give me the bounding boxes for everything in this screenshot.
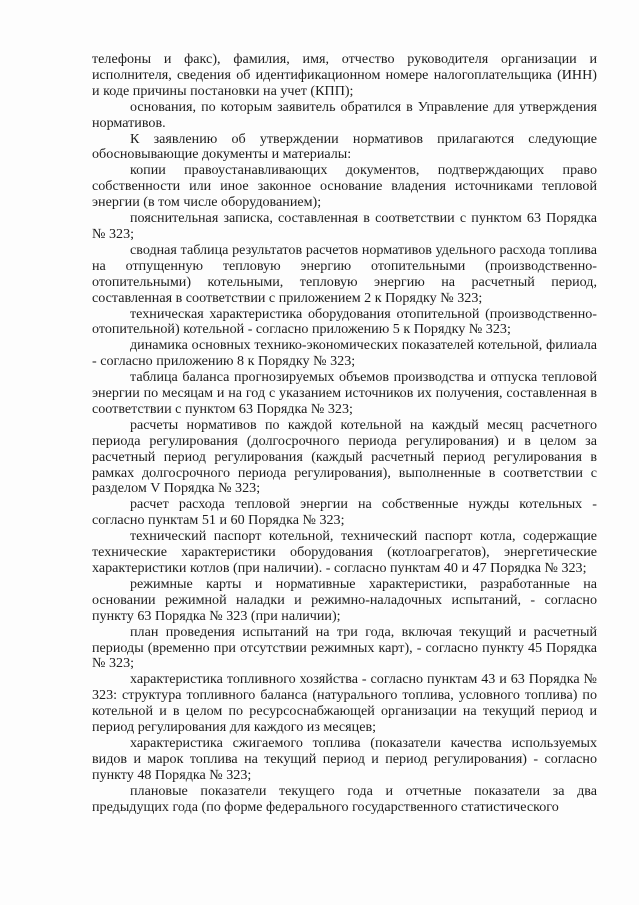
paragraph: телефоны и факс), фамилия, имя, отчество руководителя организации и исполнителя, сведения об идентификационном номере налогоплательщика (ИНН) и коде причины постановки на учет (КПП); — [92, 51, 597, 99]
paragraph: техническая характеристика оборудования отопительной (производственно-отопительной) котельной - согласно приложению 5 к Порядку № 323; — [92, 305, 597, 338]
paragraph: плановые показатели текущего года и отчетные показатели за два предыдущих года (по форме федерального государственного статистического — [92, 782, 597, 815]
paragraph: технический паспорт котельной, технический паспорт котла, содержащие технические характеристики оборудования (котлоагрегатов), энергетические характеристики котлов (при наличии). - согласно пунктам 40 и 47 Порядка № 323; — [92, 528, 597, 576]
document-body — [92, 52, 597, 816]
paragraph: расчет расхода тепловой энергии на собственные нужды котельных - согласно пунктам 51 и 60 Порядка № 323; — [92, 496, 597, 529]
paragraph: таблица баланса прогнозируемых объемов производства и отпуска тепловой энергии по месяцам и на год с указанием источников их получения, составленная в соответствии с пунктом 63 Порядка № 323; — [92, 369, 597, 417]
paragraph: основания, по которым заявитель обратился в Управление для утверждения нормативов. — [92, 98, 597, 131]
paragraph: динамика основных технико-экономических показателей котельной, филиала - согласно приложению 8 к Порядку № 323; — [92, 337, 597, 370]
paragraph: К заявлению об утверждении нормативов прилагаются следующие обосновывающие документы и материалы: — [92, 130, 597, 163]
paragraph: расчеты нормативов по каждой котельной на каждый месяц расчетного периода регулирования (долгосрочного периода регулирования) и в целом за расчетный период регулирования (каждый расчетный период регулирования в рамках долгосрочного периода регулирования), выполненные в соответствии с разделом V Порядка № 323; — [92, 416, 597, 497]
paragraph: сводная таблица результатов расчетов нормативов удельного расхода топлива на отпущенную тепловую энергию отопительными (производственно-отопительными) котельными, тепловую энергию на расчетный период, составленная в соответствии с приложением 2 к Порядку № 323; — [92, 241, 597, 306]
paragraph: характеристика сжигаемого топлива (показатели качества используемых видов и марок топлива на текущий период и период регулирования) - согласно пункту 48 Порядка № 323; — [92, 734, 597, 783]
paragraph: пояснительная записка, составленная в соответствии с пунктом 63 Порядка № 323; — [92, 210, 597, 242]
paragraph: план проведения испытаний на три года, включая текущий и расчетный периоды (временно при отсутствии режимных карт), - согласно пункту 45 Порядка № 323; — [92, 623, 597, 672]
paragraph: характеристика топливного хозяйства - согласно пунктам 43 и 63 Порядка № 323: структура топливного баланса (натурального топлива, условного топлива) по котельной и в целом по ресурсоснабжающей организации на текущий период и период регулирования для каждого из месяцев; — [92, 671, 597, 736]
paragraph: копии правоустанавливающих документов, подтверждающих право собственности или иное законное основание владения источниками тепловой энергии (в том числе оборудованием); — [92, 162, 597, 211]
paragraph: режимные карты и нормативные характеристики, разработанные на основании режимной наладки и режимно-наладочных испытаний, - согласно пункту 63 Порядка № 323 (при наличии); — [92, 575, 597, 624]
